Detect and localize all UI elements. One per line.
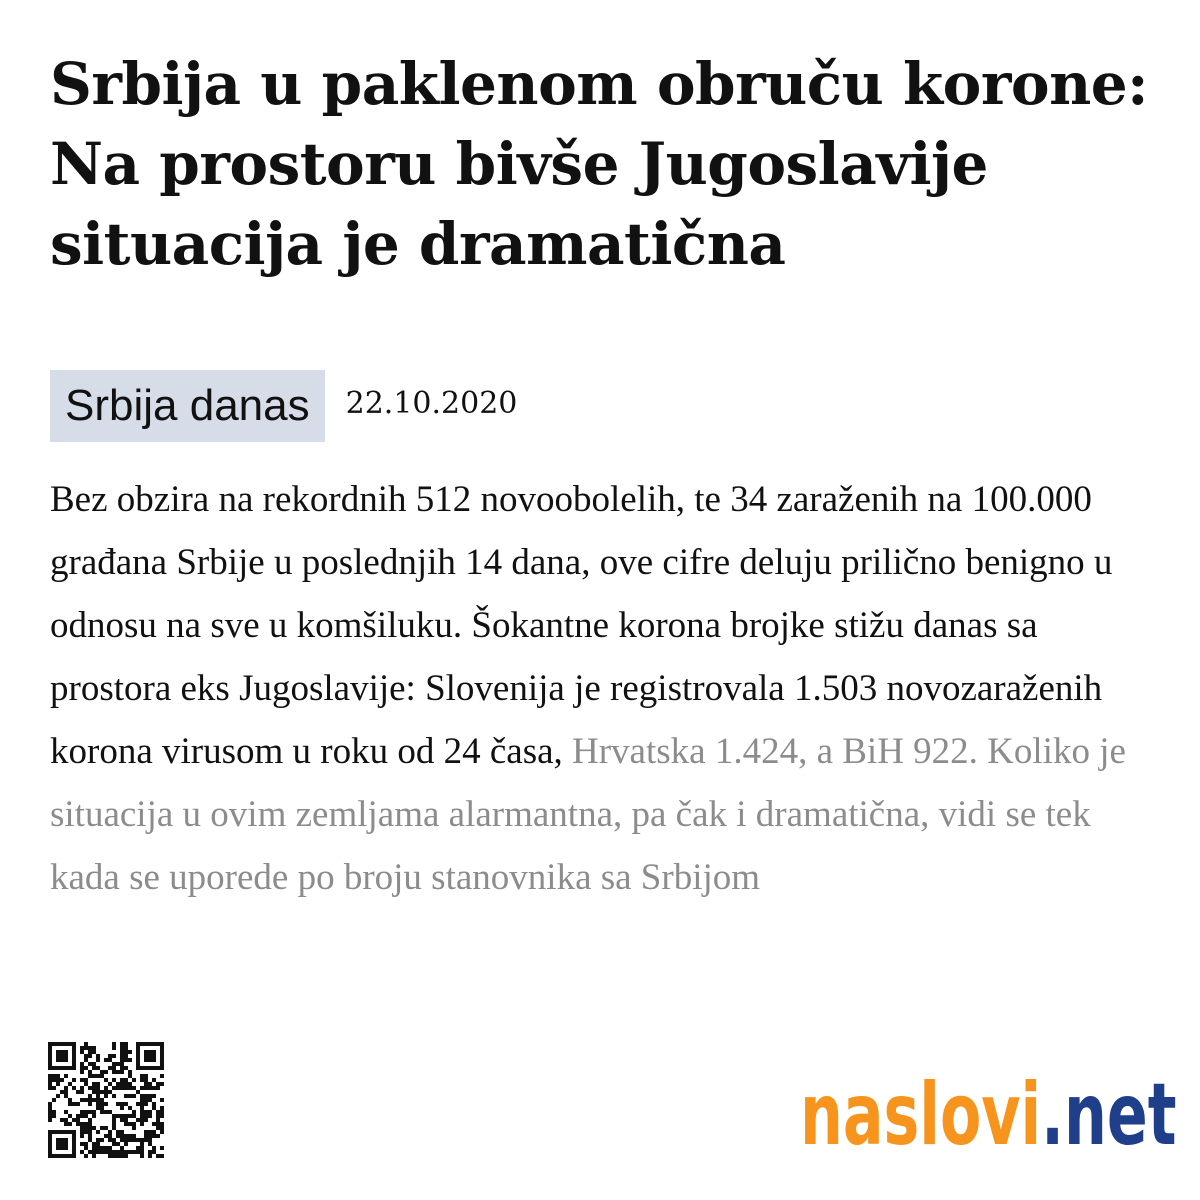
logo-part-net: .net: [1041, 1065, 1177, 1165]
article-body-faded: Hrvatska 1.424, a BiH 922. Koliko je situacija u ovim zemljama alarmantna, pa čak i dramatična, vidi se tek kada se uporede po broju stanovnika sa Srbijom: [50, 731, 1126, 898]
naslovi-net-logo[interactable]: [800, 1065, 1177, 1165]
article-title: Srbija u paklenom obruču korone: Na prostoru bivše Jugoslavije situacija je dramatična: [50, 50, 1149, 278]
text-fade-overlay: [0, 905, 1200, 1010]
logo-part-naslovi: naslovi: [800, 1065, 1042, 1165]
publish-date: 22.10.2020: [345, 386, 518, 421]
source-badge[interactable]: Srbija danas: [50, 370, 325, 442]
article-body-visible: Bez obzira na rekordnih 512 novoobolelih, te 34 zaraženih na 100.000 građana Srbije u poslednjih 14 dana, ove cifre deluju prilično benigno u odnosu na sve u komšiluku. Šokantne korona brojke stižu danas sa prostora eks Jugoslavije: Slovenija je registrovala 1.503 novozaraženih korona virusom u roku od 24 časa,: [50, 479, 1113, 772]
qr-code-icon: [48, 1042, 164, 1158]
article-meta: [50, 370, 517, 442]
